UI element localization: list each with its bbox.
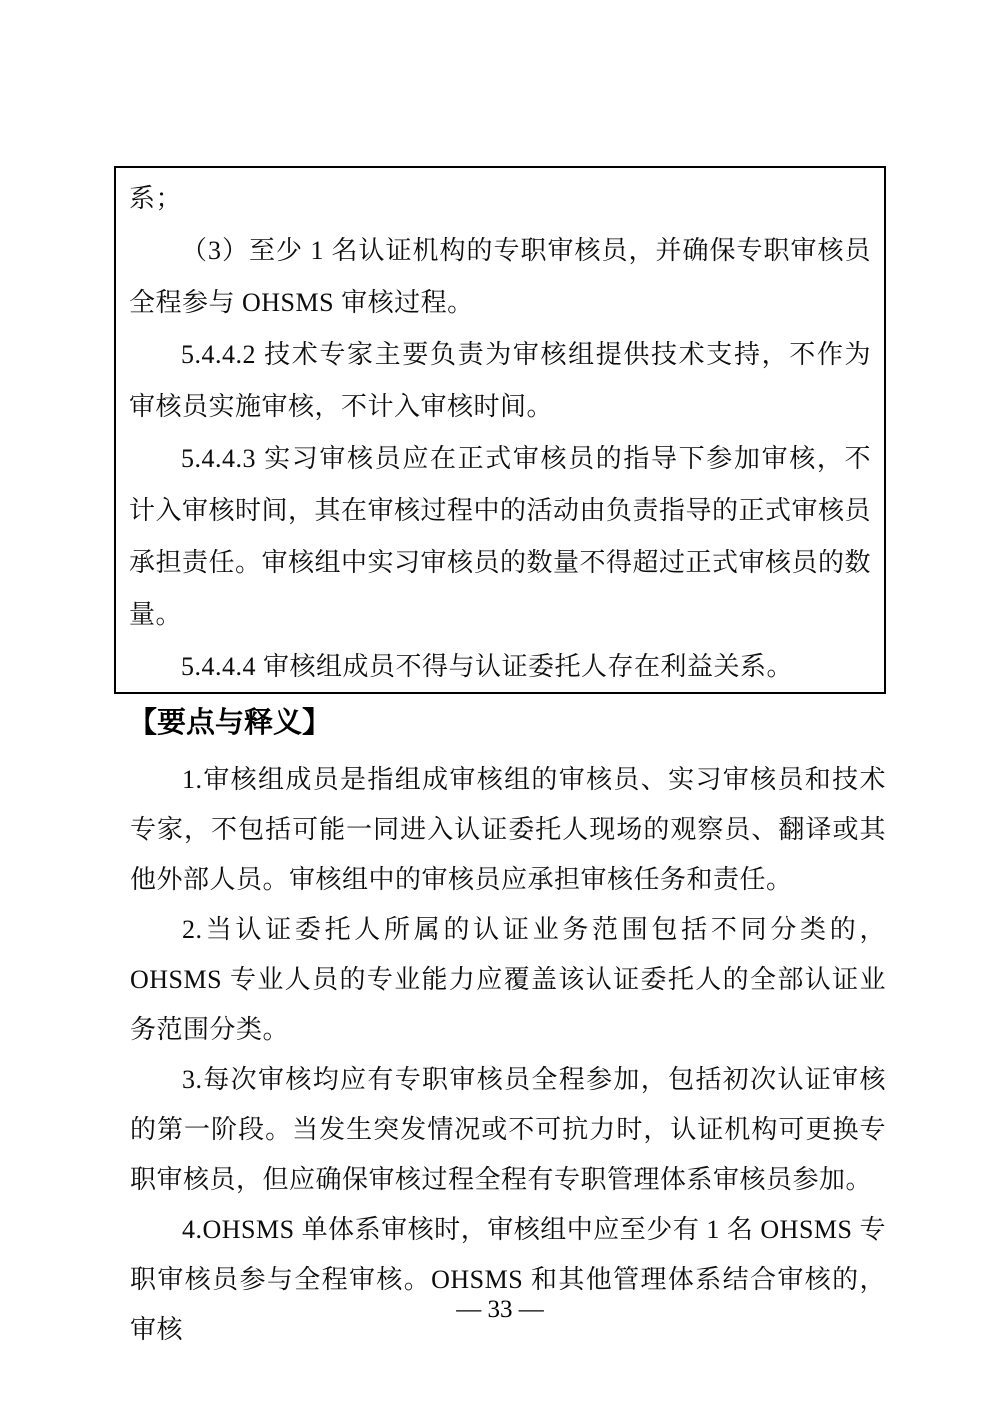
excerpt-paragraph: （3）至少 1 名认证机构的专职审核员，并确保专职审核员全程参与 OHSMS 审核过程。 (129, 236, 871, 317)
notes-paragraph-2: 2.当认证委托人所属的认证业务范围包括不同分类的，OHSMS 专业人员的专业能力应覆盖该认证委托人的全部认证业务范围分类。 (130, 915, 886, 1044)
excerpt-paragraph-5443: 5.4.4.3 实习审核员应在正式审核员的指导下参加审核，不计入审核时间，其在审核过程中的活动由负责指导的正式审核员承担责任。审核组中实习审核员的数量不得超过正式审核员的数量。 (129, 444, 872, 629)
notes-paragraph-1: 1.审核组成员是指组成审核组的审核员、实习审核员和技术专家，不包括可能一同进入认证委托人现场的观察员、翻译或其他外部人员。审核组中的审核员应承担审核任务和责任。 (130, 765, 886, 894)
notes-section-heading: 【要点与释义】 (128, 707, 332, 739)
excerpt-paragraph-5444: 5.4.4.4 审核组成员不得与认证委托人存在利益关系。 (181, 652, 794, 681)
notes-paragraph-4: 4.OHSMS 单体系审核时，审核组中应至少有 1 名 OHSMS 专职审核员参与全程审核。OHSMS 和其他管理体系结合审核的，审核 (130, 1215, 886, 1344)
excerpt-paragraph: 系； (129, 184, 183, 213)
excerpt-paragraph-5442: 5.4.4.2 技术专家主要负责为审核组提供技术支持，不作为审核员实施审核，不计入审核时间。 (129, 340, 871, 421)
page-number: — 33 — (456, 1296, 544, 1323)
standard-excerpt-box (114, 166, 886, 694)
notes-paragraph-3: 3.每次审核均应有专职审核员全程参加，包括初次认证审核的第一阶段。当发生突发情况或不可抗力时，认证机构可更换专职审核员，但应确保审核过程全程有专职管理体系审核员参加。 (130, 1065, 886, 1194)
notes-section (130, 703, 886, 1355)
